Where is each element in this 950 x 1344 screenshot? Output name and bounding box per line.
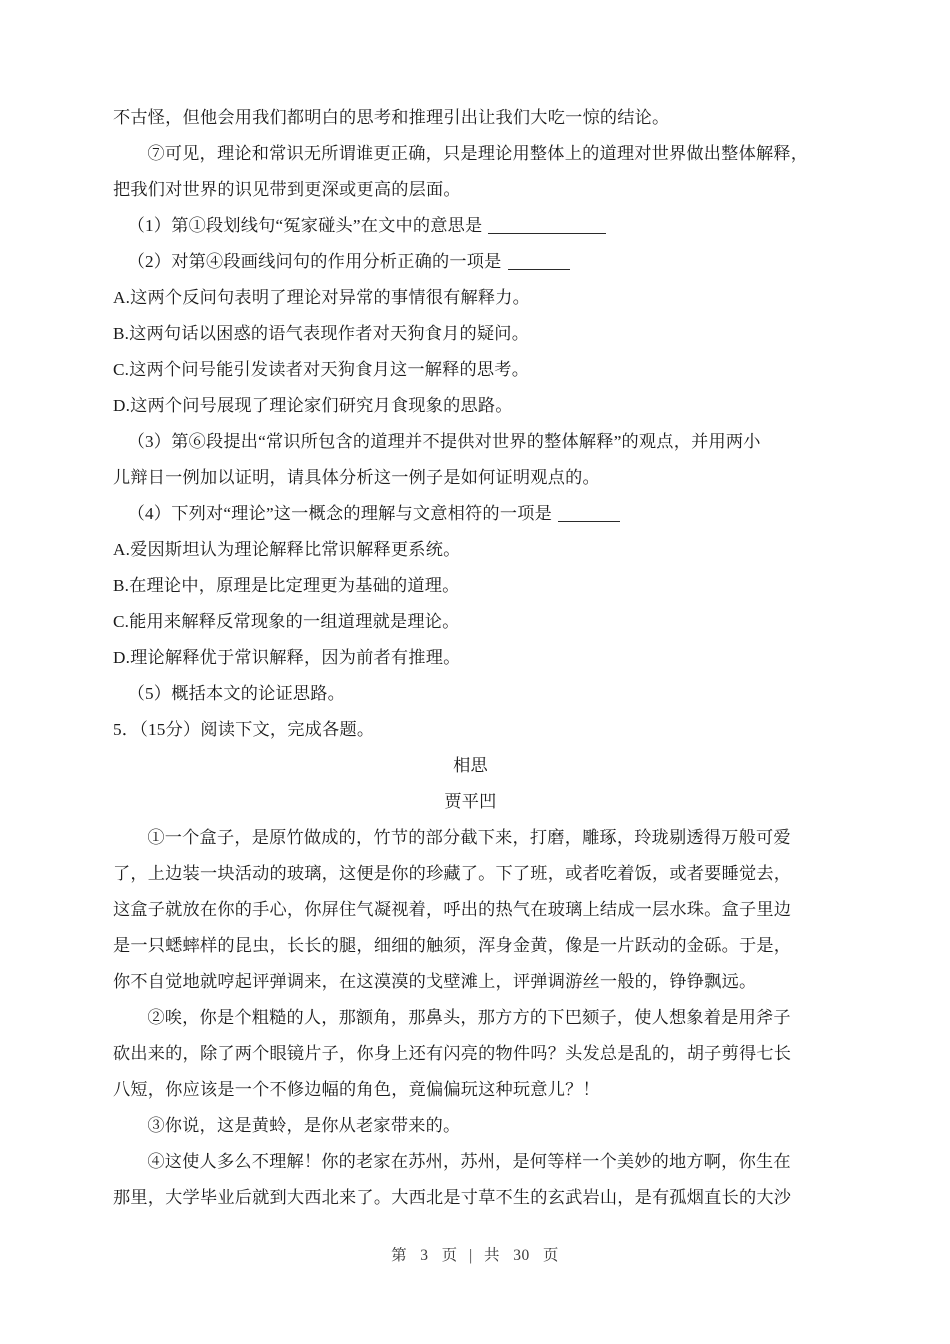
question-2-number: （2） xyxy=(127,252,172,271)
passage-p1-line-4: 是一只蟋蟀样的昆虫，长长的腿，细细的触须，浑身金黄，像是一片跃动的金砾。于是， xyxy=(113,936,792,955)
question-3-text-line-1: 第⑥段提出“常识所包含的道理并不提供对世界的整体解释”的观点，并用两小 xyxy=(171,432,761,451)
answer-blank-1[interactable] xyxy=(488,233,606,234)
passage-p2-line-3: 八短，你应该是一个不修边幅的角色，竟偏偏玩这种玩意儿？！ xyxy=(113,1080,600,1099)
question-4-option-b[interactable]: B.在理论中，原理是比定理更为基础的道理。 xyxy=(113,576,460,595)
question-1-text: 第①段划线句“冤家碰头”在文中的意思是 xyxy=(171,216,483,235)
question-4-number: （4） xyxy=(127,504,172,523)
question-2-option-a[interactable]: A.这两个反问句表明了理论对异常的事情很有解释力。 xyxy=(113,288,531,307)
passage-p1-line-1: ①一个盒子，是原竹做成的，竹节的部分截下来，打磨，雕琢，玲珑剔透得万般可爱 xyxy=(147,828,791,847)
footer-total-unit: 页 xyxy=(542,1247,559,1264)
question-5-prompt xyxy=(113,676,828,712)
passage-p4-line-1: ④这使人多么不理解！你的老家在苏州，苏州，是何等样一个美妙的地方啊，你生在 xyxy=(147,1152,791,1171)
question-4 xyxy=(113,496,828,532)
item-5-header xyxy=(113,712,828,748)
item-5-score: （15分） xyxy=(139,720,201,739)
passage-p1-line-2: 了，上边装一块活动的玻璃，这便是你的珍藏了。下了班，或者吃着饭，或者要睡觉去， xyxy=(113,864,792,883)
question-1-number: （1） xyxy=(127,216,172,235)
question-4-option-c[interactable]: C.能用来解释反常现象的一组道理就是理论。 xyxy=(113,612,460,631)
passage-title: 相思 xyxy=(453,756,488,775)
question-4-option-d[interactable]: D.理论解释优于常识解释，因为前者有推理。 xyxy=(113,648,461,667)
question-2-option-c[interactable]: C.这两个问号能引发读者对天狗食月这一解释的思考。 xyxy=(113,360,530,379)
question-4-option-a[interactable]: A.爱因斯坦认为理论解释比常识解释更系统。 xyxy=(113,540,461,559)
footer-separator: | xyxy=(469,1247,473,1264)
answer-blank-2[interactable] xyxy=(508,269,570,270)
item-5-instruction: 阅读下文，完成各题。 xyxy=(200,720,375,739)
question-1 xyxy=(113,208,828,244)
passage-p1-line-3: 这盒子就放在你的手心，你屏住气凝视着，呼出的热气在玻璃上结成一层水珠。盒子里边 xyxy=(113,900,792,919)
document-body xyxy=(113,100,828,1216)
page-footer xyxy=(0,1243,950,1265)
footer-page-prefix: 第 xyxy=(391,1247,408,1264)
question-5-text: 概括本文的论证思路。 xyxy=(171,684,346,703)
passage-p2-line-1: ②唉，你是个粗糙的人，那额角，那鼻头，那方方的下巴颏子，使人想象着是用斧子 xyxy=(147,1008,791,1027)
paragraph-7-line-1: ⑦可见，理论和常识无所谓谁更正确，只是理论用整体上的道理对世界做出整体解释， xyxy=(147,144,809,163)
question-2-option-d[interactable]: D.这两个问号展现了理论家们研究月食现象的思路。 xyxy=(113,396,513,415)
question-2-option-b[interactable]: B.这两句话以困惑的语气表现作者对天狗食月的疑问。 xyxy=(113,324,530,343)
footer-total-prefix: 共 xyxy=(484,1247,501,1264)
paragraph-7-line-2: 把我们对世界的识见带到更深或更高的层面。 xyxy=(113,180,461,199)
continued-text-line: 不古怪，但他会用我们都明白的思考和推理引出让我们大吃一惊的结论。 xyxy=(113,108,670,127)
footer-total-pages: 30 xyxy=(513,1247,530,1264)
question-5-number: （5） xyxy=(127,684,172,703)
question-2-text: 对第④段画线问句的作用分析正确的一项是 xyxy=(171,252,502,271)
passage-p4-line-2: 那里，大学毕业后就到大西北来了。大西北是寸草不生的玄武岩山，是有孤烟直长的大沙 xyxy=(113,1188,792,1207)
question-3-number: （3） xyxy=(127,432,172,451)
question-2 xyxy=(113,244,828,280)
question-3-line-1 xyxy=(113,424,828,460)
footer-current-page: 3 xyxy=(420,1247,429,1264)
passage-p1-line-5: 你不自觉地就哼起评弹调来，在这漠漠的戈壁滩上，评弹调游丝一般的，铮铮飘远。 xyxy=(113,972,757,991)
question-3-line-2: 儿辩日一例加以证明，请具体分析这一例子是如何证明观点的。 xyxy=(113,468,600,487)
question-4-text: 下列对“理论”这一概念的理解与文意相符的一项是 xyxy=(171,504,552,523)
passage-p2-line-2: 砍出来的，除了两个眼镜片子，你身上还有闪亮的物件吗？头发总是乱的，胡子剪得七长 xyxy=(113,1044,792,1063)
footer-page-unit: 页 xyxy=(441,1247,458,1264)
item-5-number: 5． xyxy=(113,720,140,739)
answer-blank-4[interactable] xyxy=(558,521,620,522)
passage-author: 贾平凹 xyxy=(444,792,497,811)
passage-p3-line-1: ③你说，这是黄蛉，是你从老家带来的。 xyxy=(147,1116,461,1135)
